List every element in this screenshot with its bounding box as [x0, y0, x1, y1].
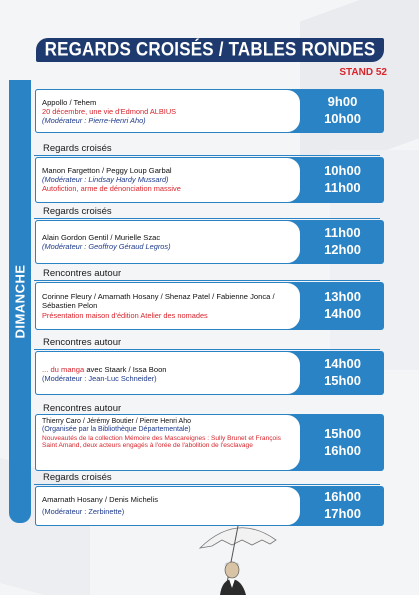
start-time: 14h00 [324, 356, 361, 372]
session-times [301, 89, 384, 133]
session-times [301, 351, 384, 395]
section-label: Regards croisés [43, 472, 112, 483]
session-card-5 [35, 351, 384, 395]
session-times [301, 486, 384, 526]
divider [34, 280, 380, 281]
session-card-3 [35, 220, 384, 264]
divider [34, 484, 380, 485]
session-topic: Nouveautés de la collection Mémoire des Mascareignes : Sully Brunet et François Saint Amand, deux acteurs engagés à l'orée de l'abolition de l'esclavage [42, 434, 281, 450]
end-time: 15h00 [324, 373, 361, 388]
end-time: 14h00 [324, 306, 361, 321]
page-header [36, 38, 384, 62]
start-time: 15h00 [324, 425, 361, 441]
session-card-4 [35, 282, 384, 330]
session-card-2 [35, 157, 384, 203]
organiser: (Organisée par la Bibliothèque Départementale) [42, 426, 191, 434]
end-time: 17h00 [324, 506, 361, 521]
session-info [35, 89, 301, 133]
day-label: DIMANCHE [12, 264, 28, 339]
participants [42, 365, 294, 374]
start-time: 16h00 [324, 489, 361, 505]
section-label: Regards croisés [43, 143, 112, 154]
end-time: 12h00 [324, 242, 361, 257]
divider [34, 218, 380, 219]
session-times [301, 282, 384, 330]
day-sidebar [9, 80, 31, 523]
start-time: 9h00 [327, 94, 358, 110]
moderator: (Modérateur : Zerbinette) [42, 507, 125, 517]
participants: Manon Fargetton / Peggy Loup Garbal [42, 166, 172, 175]
session-info [35, 351, 301, 395]
page-title: REGARDS CROISÉS / TABLES RONDES [44, 38, 376, 61]
parasol-man-illustration [192, 518, 282, 595]
session-card-1 [35, 89, 384, 133]
session-info [35, 157, 301, 203]
session-topic: Présentation maison d'édition Atelier des nomades [42, 310, 208, 320]
session-topic: 20 décembre, une vie d'Edmond ALBIUS [42, 107, 177, 117]
session-card-6 [35, 414, 384, 471]
topic-prefix: ... du manga [42, 365, 85, 374]
moderator: (Modérateur : Jean-Luc Schneider) [42, 374, 157, 384]
session-times [301, 220, 384, 264]
start-time: 13h00 [324, 289, 361, 305]
end-time: 10h00 [324, 111, 361, 126]
session-info [35, 220, 301, 264]
participants: Appollo / Tehem [42, 98, 97, 107]
participants: Alain Gordon Gentil / Murielle Szac [42, 233, 161, 242]
section-label: Rencontres autour [43, 337, 122, 348]
participants: Thierry Caro / Jérémy Boutier / Pierre Henri Aho [42, 418, 191, 425]
divider [34, 349, 380, 350]
section-label: Rencontres autour [43, 403, 122, 414]
end-time: 11h00 [324, 180, 361, 195]
start-time: 11h00 [324, 225, 361, 241]
end-time: 16h00 [324, 442, 361, 458]
participants: Corinne Fleury / Amarnath Hosany / Shenaz Patel / Fabienne Jonca / Sébastien Pelon [42, 292, 275, 311]
session-info [35, 282, 301, 330]
start-time: 10h00 [324, 163, 361, 179]
session-topic: Autofiction, arme de dénonciation massive [42, 184, 181, 194]
session-times [301, 414, 384, 471]
participants: Amarnath Hosany / Denis Michelis [42, 495, 159, 504]
moderator: (Modérateur : Geoffroy Géraud Legros) [42, 242, 171, 252]
session-times [301, 157, 384, 203]
divider [34, 155, 380, 156]
participant-names: avec Staark / Issa Boon [84, 365, 167, 374]
stand-label: STAND 52 [339, 67, 387, 78]
moderator: (Modérateur : Pierre-Henri Aho) [42, 116, 146, 126]
moderator: (Modérateur : Lindsay Hardy Mussard) [42, 175, 169, 185]
session-info [35, 414, 301, 471]
section-label: Regards croisés [43, 206, 112, 217]
section-label: Rencontres autour [43, 268, 122, 279]
